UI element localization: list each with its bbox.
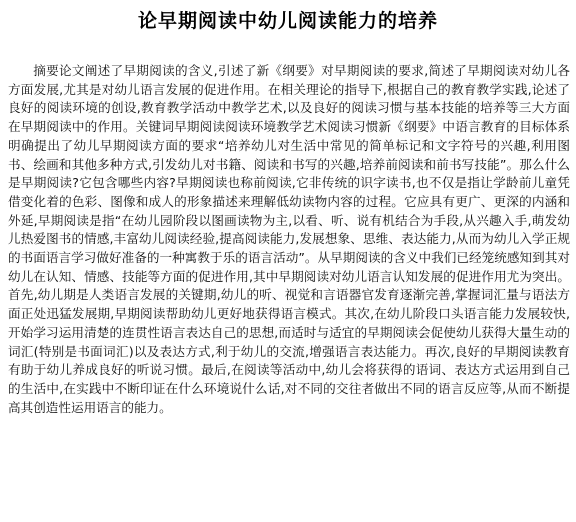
document-paragraph: 摘要论文阐述了早期阅读的含义,引述了新《纲要》对早期阅读的要求,简述了早期阅读对幼儿各方面发展,尤其是对幼儿语言发展的促进作用。在相关理论的指导下,根据自己的教育教学实践,论述了良好的阅读环境的创设,教育教学活动中教学艺术,以及良好的阅读习惯与基本技能的培养等三大方面在早期阅读中的作用。关键词早期阅读阅读环境教学艺术阅读习惯新《纲要》中语言教育的目标体系明确提出了幼儿早期阅读方面的要求“培养幼儿对生活中常见的简单标记和文字符号的兴趣,利用图书、绘画和其他多种方式,引发幼儿对书籍、阅读和书写的兴趣,培养前阅读和前书写技能”。那么什么是早期阅读?它包含哪些内容?早期阅读也称前阅读,它非传统的识字读书,也不仅是指让学龄前儿童凭借变化着的色彩、图像和成人的形象描述来理解低幼读物内容的过程。它应具有更广、更深的内涵和外延,早期阅读是指“在幼儿园阶段以图画读物为主,以看、听、说有机结合为手段,从兴趣入手,萌发幼儿热爱图书的情感,丰富幼儿阅读经验,提高阅读能力,发展想象、思维、表达能力,从而为幼儿入学正规的书面语言学习做好准备的一种寓教于乐的语言活动”。从早期阅读的含义中我们已经笼统感知到其对幼儿在认知、情感、技能等方面的促进作用,其中早期阅读对幼儿语言认知发展的促进作用尤为突出。首先,幼儿期是人类语言发展的关键期,幼儿的听、视觉和言语器官发育逐渐完善,掌握词汇量与语法方面正处迅猛发展期,早期阅读帮助幼儿更好地获得语言模式。其次,在幼儿阶段口头语言能力发展较快,开始学习运用清楚的连贯性语言表达自己的思想,而适时与适宜的早期阅读会促使幼儿获得大量生动的词汇(特别是书面词汇)以及表达方式,利于幼儿的交流,增强语言表达能力。再次,良好的早期阅读教育有助于幼儿养成良好的听说习惯。最后,在阅读等活动中,幼儿会将获得的语词、表达方式运用到自己的生活中,在实践中不断印证在什么环境说什么话,对不同的交往者做出不同的语言反应等,从而不断提高其创造性运用语言的能力。 bbox=[8, 63, 570, 415]
document-title: 论早期阅读中幼儿阅读能力的培养 bbox=[137, 10, 438, 32]
